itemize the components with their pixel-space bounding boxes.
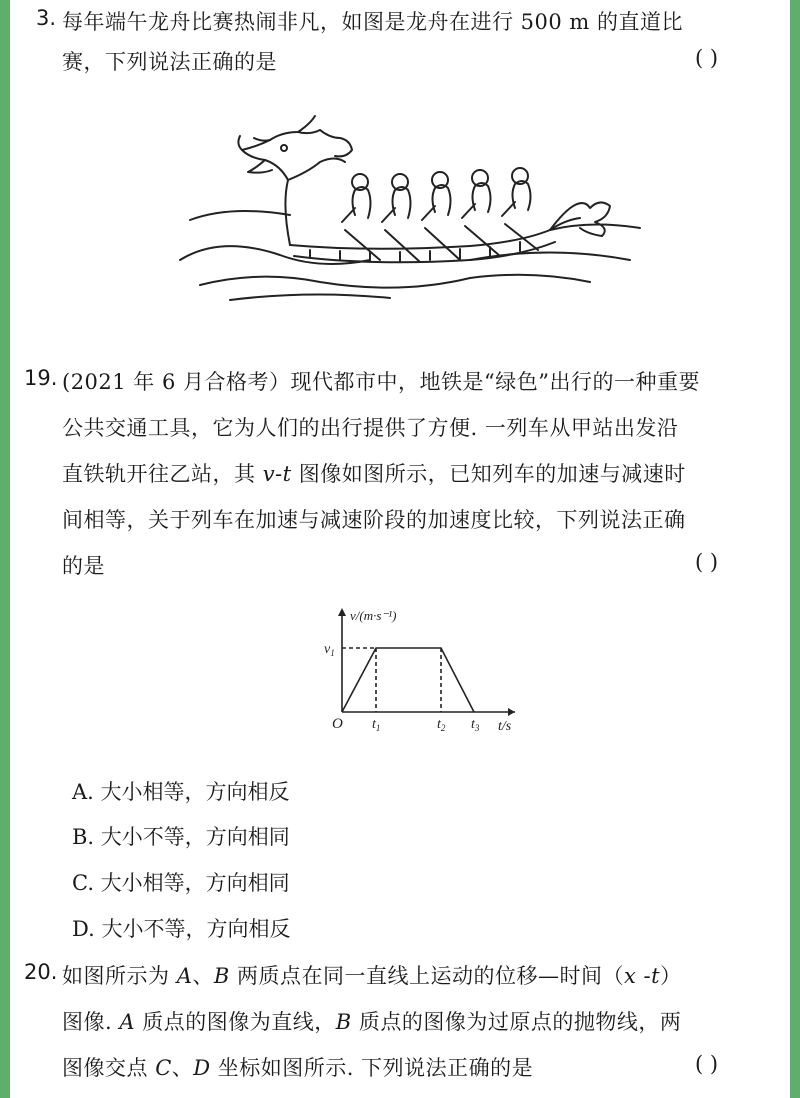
question-3-line-1: 每年端午龙舟比赛热闹非凡，如图是龙舟在进行 500 m 的直道比 (62, 10, 684, 34)
t1-label: $t_1$ (372, 717, 381, 733)
option-d[interactable]: D. 大小不等，方向相反 (72, 917, 291, 941)
velocity-time-graph (310, 600, 530, 740)
question-20-line-3: 图像交点 C、D 坐标如图所示. 下列说法正确的是 (62, 1056, 534, 1080)
question-20-line-1: 如图所示为 A、B 两质点在同一直线上运动的位移—时间（x -t） (62, 964, 682, 988)
v-axis-label: v/(m·s⁻¹) (350, 608, 397, 623)
question-20-line-2: 图像. A 质点的图像为直线，B 质点的图像为过原点的抛物线，两 (62, 1010, 682, 1034)
v1-label: $v_1$ (324, 642, 335, 658)
question-20-answer-blank: ( ) (695, 1052, 719, 1076)
question-19-line-3: 直铁轨开往乙站，其 v-t 图像如图所示，已知列车的加速与减速时 (62, 462, 686, 486)
t3-label: $t_3$ (471, 717, 480, 733)
question-19-line-5: 的是 (62, 554, 105, 578)
t2-label: $t_2$ (437, 717, 446, 733)
velocity-trace (342, 648, 474, 712)
question-19-answer-blank: ( ) (695, 550, 719, 574)
dragon-boat-illustration (170, 110, 650, 320)
t-axis-label: t/s (498, 719, 512, 734)
question-3-answer-blank: ( ) (695, 46, 719, 70)
question-19-number: 19. (24, 366, 58, 390)
question-page (10, 0, 790, 1098)
option-c[interactable]: C. 大小相等，方向相同 (72, 871, 290, 895)
question-3-number: 3. (36, 6, 57, 30)
option-a[interactable]: A. 大小相等，方向相反 (72, 780, 290, 804)
question-19-line-2: 公共交通工具，它为人们的出行提供了方便. 一列车从甲站出发沿 (62, 416, 679, 440)
question-3-line-2: 赛，下列说法正确的是 (62, 50, 277, 74)
option-b[interactable]: B. 大小不等，方向相同 (72, 825, 290, 849)
origin-label: O (332, 716, 343, 732)
cropped-text-fragment (90, 336, 650, 346)
question-19-line-4: 间相等，关于列车在加速与减速阶段的加速度比较，下列说法正确 (62, 508, 686, 532)
question-19-line-1: (2021 年 6 月合格考）现代都市中，地铁是“绿色”出行的一种重要 (62, 370, 700, 394)
question-20-number: 20. (24, 960, 58, 984)
